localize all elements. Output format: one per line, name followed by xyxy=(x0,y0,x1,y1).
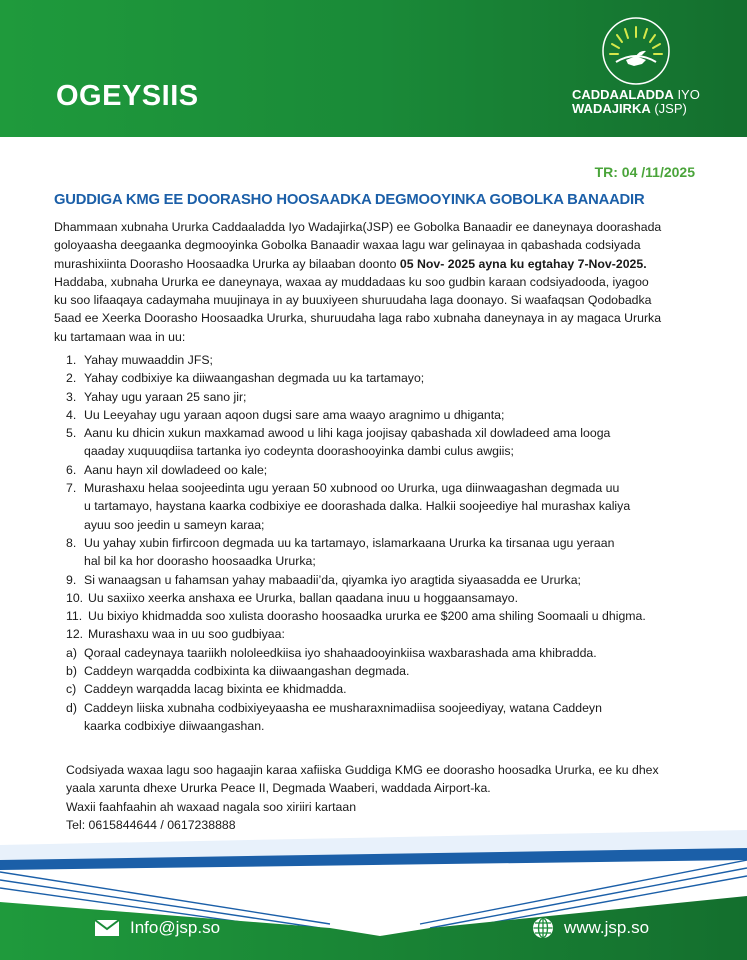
requirement-item xyxy=(66,479,706,497)
requirement-text: Caddeyn warqadda codbixinta ka diiwaangashan degmada. xyxy=(84,664,410,679)
requirement-item xyxy=(66,369,706,387)
requirement-number: 7. xyxy=(66,481,77,496)
requirement-item xyxy=(66,461,706,479)
requirement-number: 4. xyxy=(66,407,77,422)
intro-line: Dhammaan xubnaha Ururka Caddaaladda Iyo Wadajirka(JSP) ee Gobolka Banaadir ee daneynaya doorashada xyxy=(54,220,662,234)
intro-line-dates: murashixiinta Doorasho Hoosaadka Ururka ay bilaaban doonto 05 Nov- 2025 ayna ku egtahay 7-Nov-2025. xyxy=(54,256,647,271)
requirement-continuation: u tartamayo, haystana kaarka codbixiye ee doorashada dalka. Halkii soojeediye hal murashax kaliya xyxy=(84,499,631,514)
envelope-icon xyxy=(94,919,120,937)
requirement-number: 2. xyxy=(66,371,77,386)
requirement-number: b) xyxy=(66,664,77,679)
phone-numbers: Tel: 0615844644 / 0617238888 xyxy=(66,817,236,832)
requirement-item xyxy=(66,351,706,369)
website-url[interactable]: www.jsp.so xyxy=(564,918,650,937)
requirement-text: Yahay codbixiye ka diiwaangashan degmada uu ka tartamayo; xyxy=(84,371,425,386)
requirement-continuation: ayuu soo jeedin u sameyn karaa; xyxy=(84,517,265,532)
page-title: OGEYSIIS xyxy=(56,80,199,112)
requirement-continuation: kaarka codbixiye diiwaangashan. xyxy=(84,718,265,733)
requirement-text: Qoraal cadeynaya taariikh nololeedkiisa iyo shahaadooyinkiisa waxbarashada ama khibradda. xyxy=(84,645,597,660)
party-logo-icon xyxy=(598,16,674,86)
requirement-continuation: hal bil ka hor doorasho hoosaadka Ururka; xyxy=(84,554,316,569)
requirement-text: Uu Leeyahay ugu yaraan aqoon dugsi sare ama waayo aragnimo u dhiganta; xyxy=(84,407,505,422)
requirement-text: Aanu hayn xil dowladeed oo kale; xyxy=(84,462,268,477)
requirement-number: 11. xyxy=(66,609,83,624)
requirement-number: c) xyxy=(66,682,77,697)
requirement-number: 12. xyxy=(66,627,84,642)
requirement-number: 8. xyxy=(66,535,77,550)
requirement-number: d) xyxy=(66,700,77,715)
closing-line: yaala xarunta dhexe Ururka Peace II, Degmada Waaberi, waddada Airport-ka. xyxy=(66,781,491,796)
requirement-number: a) xyxy=(66,645,77,660)
requirement-number: 3. xyxy=(66,389,77,404)
requirement-number: 1. xyxy=(66,353,77,367)
requirement-continuation: qaaday xuquuqdiisa tartanka iyo codeynta doorashooyinka dambi culus awgiis; xyxy=(84,444,514,459)
requirement-text: Murashaxu helaa soojeedinta ugu yeraan 50 xubnood oo Ururka, uga diinwaagashan degmada uu xyxy=(84,481,620,496)
closing-line: Waxii faahfaahin ah waxaad nagala soo xiriiri kartaan xyxy=(66,799,357,814)
requirement-item xyxy=(66,644,706,662)
requirement-item xyxy=(66,406,706,424)
website-contact xyxy=(532,916,649,940)
requirement-item xyxy=(66,571,706,589)
requirement-item xyxy=(66,534,706,552)
requirement-text: Yahay ugu yaraan 25 sano jir; xyxy=(84,389,247,404)
requirement-text: Uu bixiyo khidmadda soo xulista doorasho hoosaadka ururka ee $200 ama shiling Soomaali u dhigma. xyxy=(88,609,646,624)
requirement-text: Si wanaagsan u fahamsan yahay mabaadii’da, qiyamka iyo aragtida siyaasadda ee Ururka; xyxy=(84,572,581,587)
closing-line: Codsiyada waxaa lagu soo hagaajin karaa xafiiska Guddiga KMG ee doorasho hoosadka Ururka, ee ku dhex xyxy=(66,763,659,777)
intro-line: 5aad ee Xeerka Doorasho Hoosaadka Ururka, shuruudaha laga rabo xubnaha daneynaya in ay magaca Ururka xyxy=(54,311,662,326)
requirement-item xyxy=(66,680,706,698)
email-contact xyxy=(94,916,220,940)
requirement-text: Aanu ku dhicin xukun maxkamad awood u lihi kaga joojisay qabashada xil dowladeed ama looga xyxy=(84,426,611,441)
requirement-item xyxy=(66,625,706,643)
intro-line: ku tartamaan waa in uu: xyxy=(54,329,186,344)
requirement-item xyxy=(66,662,706,680)
organization-name: CADDAALADDA IYO WADAJIRKA (JSP) xyxy=(572,87,700,116)
notice-heading: GUDDIGA KMG EE DOORASHO HOOSAADKA DEGMOOYINKA GOBOLKA BANAADIR xyxy=(54,192,645,208)
header-banner xyxy=(0,0,747,137)
requirement-text: Uu saxiixo xeerka anshaxa ee Ururka, ballan qaadana inuu u hoggaansamayo. xyxy=(88,590,518,605)
requirement-number: 10. xyxy=(66,590,84,605)
intro-line: ku soo lifaaqaya cadaymaha muujinaya in ay buuxiyeen shuruudaha laga doonayo. Si waafaqsan Qodobadka xyxy=(54,293,652,308)
requirements-list xyxy=(66,351,706,735)
requirement-number: 9. xyxy=(66,572,77,587)
notice-date: TR: 04 /11/2025 xyxy=(594,164,695,180)
requirement-text: Yahay muwaaddin JFS; xyxy=(84,353,213,367)
intro-paragraph xyxy=(54,218,694,346)
requirement-number: 6. xyxy=(66,462,77,477)
requirement-item xyxy=(66,699,706,717)
requirement-number: 5. xyxy=(66,426,77,441)
requirement-item xyxy=(66,388,706,406)
requirement-text: Caddeyn warqadda lacag bixinta ee khidmadda. xyxy=(84,682,347,697)
requirement-item xyxy=(66,607,706,625)
intro-line: goloyaasha deegaanka degmooyinka Gobolka Banaadir waxaa lagu war gelinayaa in qabashada codsiyada xyxy=(54,238,641,253)
intro-line: Haddaba, xubnaha Ururka ee daneynaya, waxaa ay muddadaas ku soo gudbin karaan codsiyadooda, iyagoo xyxy=(54,274,649,289)
email-address[interactable]: Info@jsp.so xyxy=(130,918,221,937)
requirement-item xyxy=(66,589,706,607)
requirement-text: Murashaxu waa in uu soo gudbiyaa: xyxy=(88,627,285,642)
requirement-text: Caddeyn liiska xubnaha codbixiyeyaasha ee musharaxnimadiisa soojeediyay, watana Caddeyn xyxy=(84,700,602,715)
globe-icon xyxy=(532,917,554,939)
requirement-text: Uu yahay xubin firfircoon degmada uu ka tartamayo, islamarkaana Ururka ka tirsanaa ugu yeraan xyxy=(84,535,615,550)
requirement-item xyxy=(66,424,706,442)
